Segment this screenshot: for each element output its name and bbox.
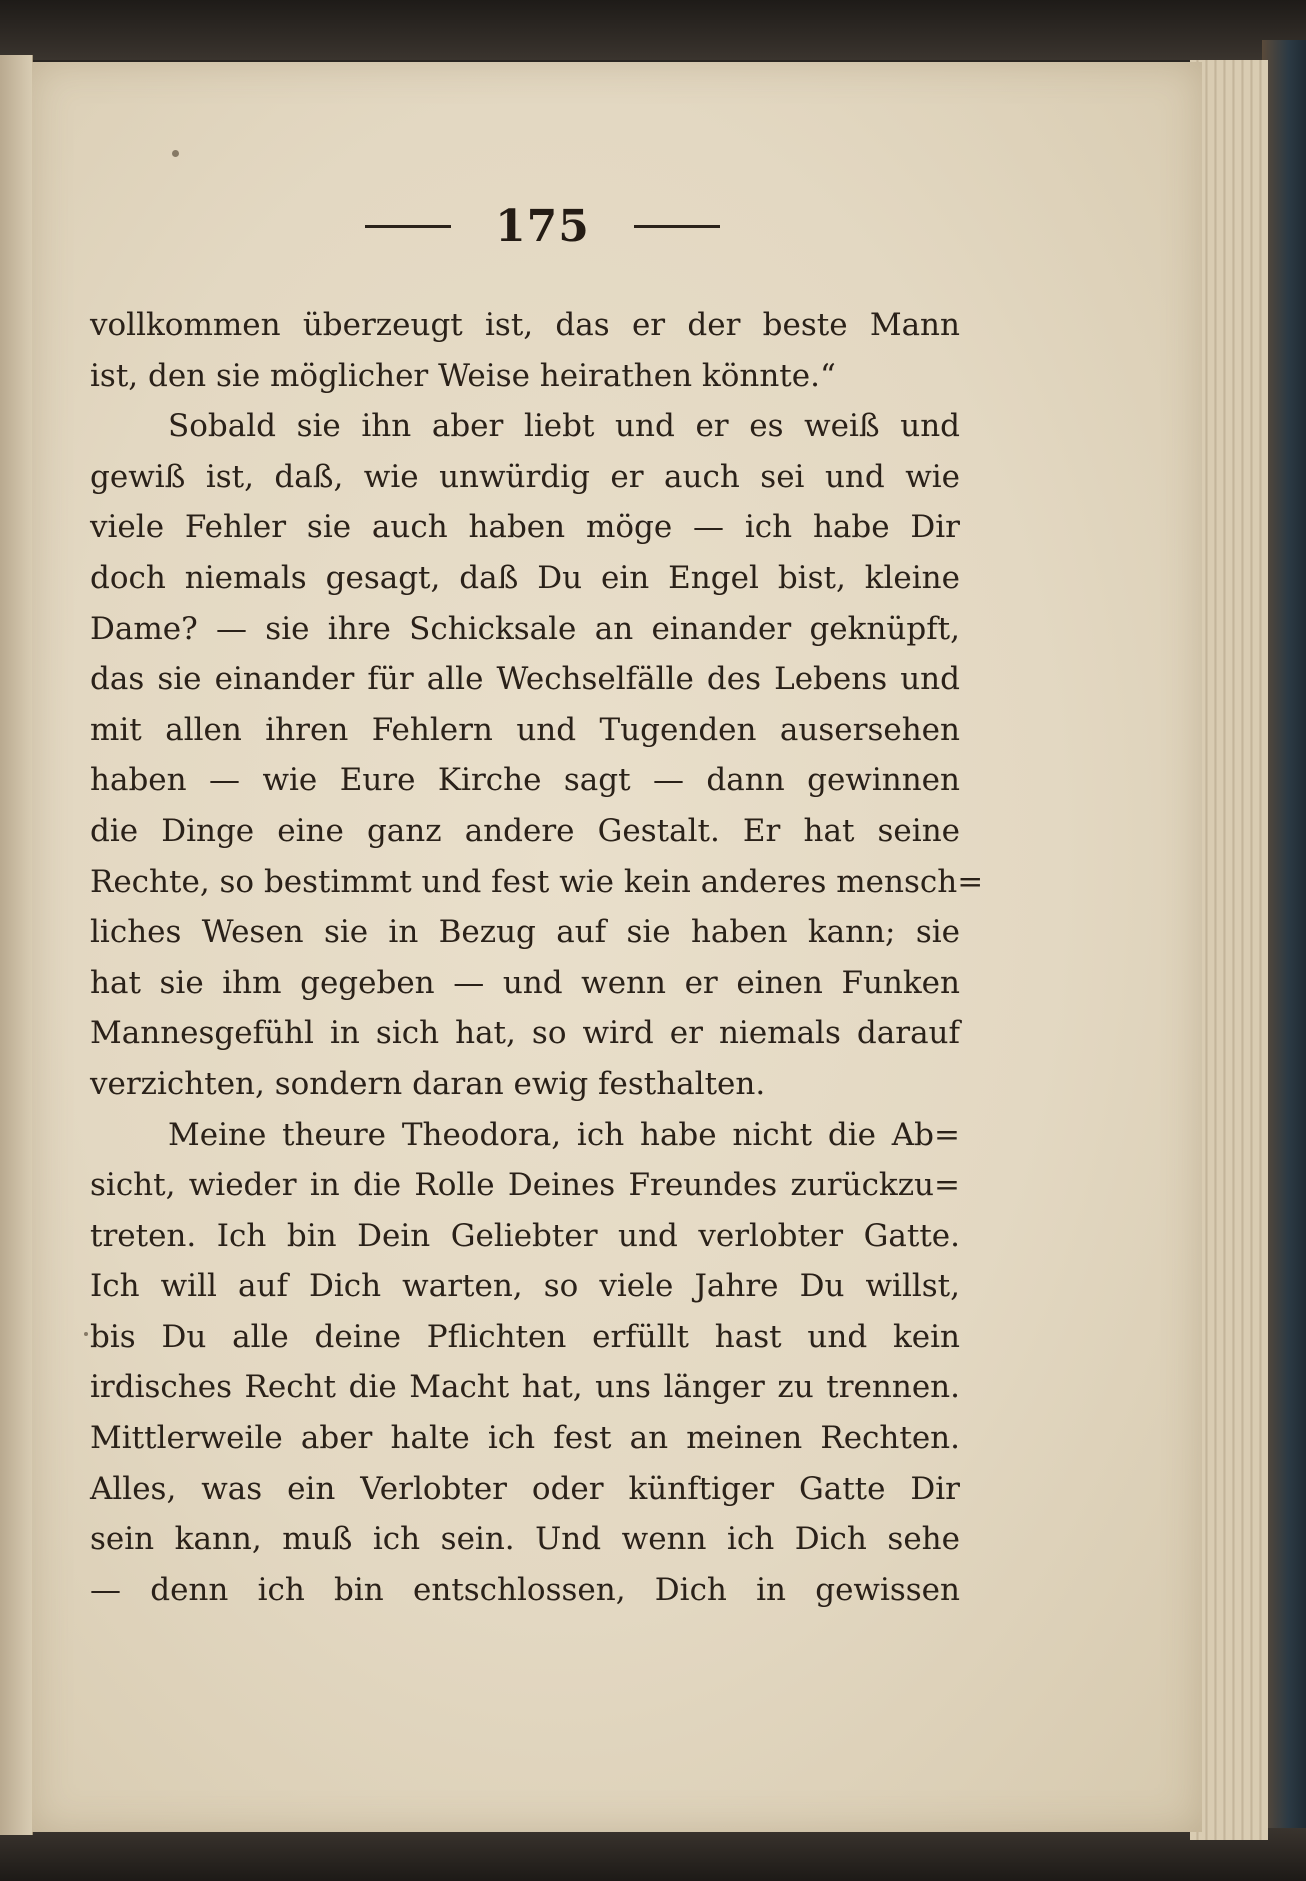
text-line: haben — wie Eure Kirche sagt — dann gewinnen (90, 762, 960, 799)
text-line: Alles, was ein Verlobter oder künftiger Gatte Dir (90, 1470, 960, 1507)
header-rule-left (365, 225, 451, 228)
body-text (90, 300, 984, 1615)
text-line: doch niemals gesagt, daß Du ein Engel bist, kleine (90, 559, 960, 596)
text-line: irdisches Recht die Macht hat, uns länger zu trennen. (90, 1369, 960, 1406)
text-line: sicht, wieder in die Rolle Deines Freundes zurückzu= (90, 1167, 960, 1204)
page-header (365, 196, 720, 256)
text-line: Dame? — sie ihre Schicksale an einander geknüpft, (90, 610, 960, 647)
text-line: Sobald sie ihn aber liebt und er es weiß und (168, 408, 960, 445)
text-line: verzichten, sondern daran ewig festhalten. (90, 1065, 766, 1102)
text-line: mit allen ihren Fehlern und Tugenden ausersehen (90, 711, 960, 748)
book-cover-top (0, 0, 1306, 60)
text-line: treten. Ich bin Dein Geliebter und verlobter Gatte. (90, 1217, 960, 1254)
text-line: vollkommen überzeugt ist, das er der beste Mann (90, 307, 960, 343)
text-line: Mittlerweile aber halte ich fest an meinen Rechten. (90, 1420, 960, 1457)
facing-page-edge (0, 55, 33, 1835)
text-line: Mannesgefühl in sich hat, so wird er niemals darauf (90, 1015, 960, 1052)
page-number: 175 (495, 200, 590, 252)
text-line: das sie einander für alle Wechselfälle des Lebens und (90, 661, 960, 698)
text-line: bis Du alle deine Pflichten erfüllt hast und kein (90, 1318, 960, 1355)
text-line: hat sie ihm gegeben — und wenn er einen Funken (90, 964, 960, 1001)
book-cover-right (1262, 40, 1306, 1840)
ink-speck (172, 150, 179, 157)
text-line: Meine theure Theodora, ich habe nicht die Ab= (168, 1116, 960, 1153)
text-line: gewiß ist, daß, wie unwürdig er auch sei und wie (90, 458, 960, 495)
text-line: Rechte, so bestimmt und fest wie kein anderes mensch= (90, 863, 984, 900)
text-line: sein kann, muß ich sein. Und wenn ich Dich sehe (90, 1521, 960, 1558)
text-line: viele Fehler sie auch haben möge — ich habe Dir (90, 509, 960, 546)
text-line: die Dinge eine ganz andere Gestalt. Er hat seine (90, 812, 960, 849)
ink-speck (84, 1332, 88, 1336)
header-rule-right (634, 225, 720, 228)
text-line: ist, den sie möglicher Weise heirathen könnte.“ (90, 357, 836, 394)
text-line: liches Wesen sie in Bezug auf sie haben kann; sie (90, 914, 960, 951)
book-cover-bottom (0, 1828, 1306, 1881)
text-line: — denn ich bin entschlossen, Dich in gewissen (90, 1571, 960, 1608)
text-line: Ich will auf Dich warten, so viele Jahre Du willst, (90, 1268, 960, 1305)
